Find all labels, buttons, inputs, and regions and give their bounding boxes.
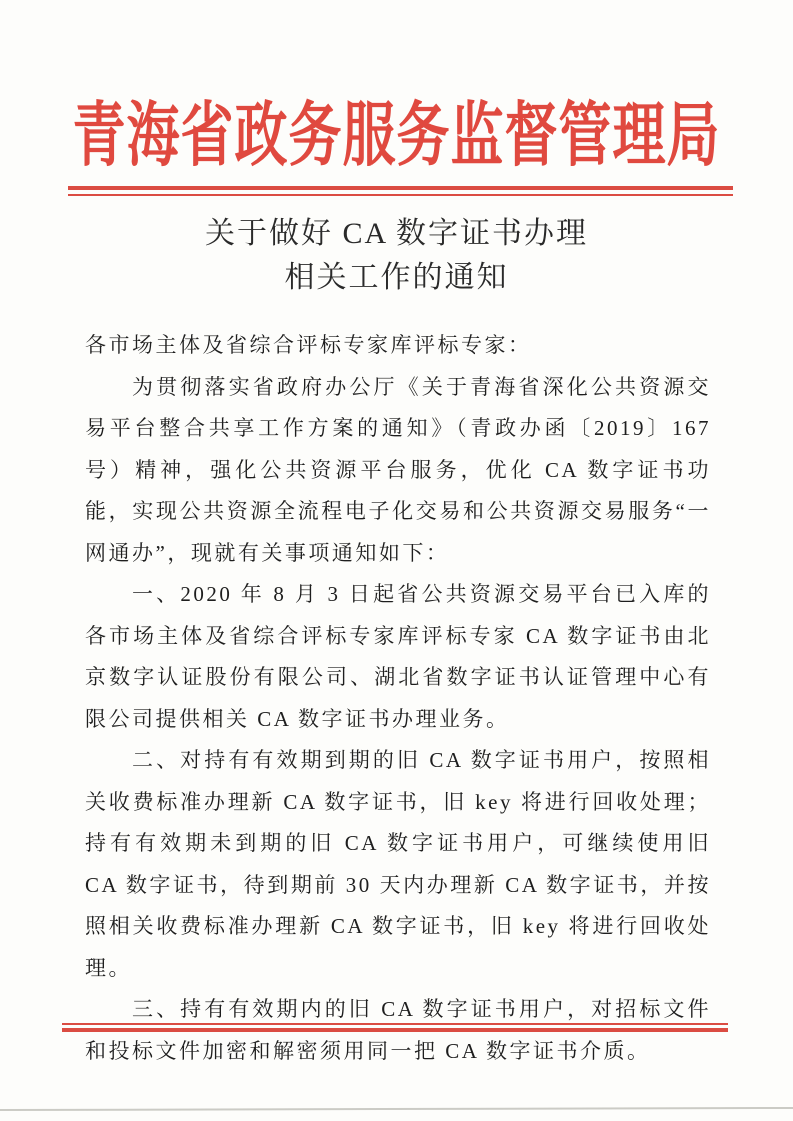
footer-divider (62, 1023, 728, 1032)
document-title-line-1: 关于做好 CA 数字证书办理 (204, 217, 589, 250)
paragraph-item-3: 三、持有有效期内的旧 CA 数字证书用户，对招标文件和投标文件加密和解密须用同一把 CA 数字证书介质。 (85, 997, 711, 1063)
footer-divider-thick-line (62, 1028, 728, 1032)
page-edge-shadow (0, 1107, 793, 1111)
header-divider (68, 186, 733, 196)
footer-divider-thin-line (62, 1023, 728, 1025)
header-divider-thick-line (68, 186, 733, 190)
paragraph-item-2: 二、对持有有效期到期的旧 CA 数字证书用户，按照相关收费标准办理新 CA 数字证书，旧 key 将进行回收处理；持有有效期未到期的旧 CA 数字证书用户，可继续使用旧 CA 数字证书，待到期前 30 天内办理新 CA 数字证书，并按照相关收费标准办理新 CA 数字证书，旧 key 将进行回收处理。 (85, 748, 711, 980)
document-title-line-2: 相关工作的通知 (284, 261, 509, 294)
paragraph-item-1: 一、2020 年 8 月 3 日起省公共资源交易平台已入库的各市场主体及省综合评标专家库评标专家 CA 数字证书由北京数字认证股份有限公司、湖北省数字证书认证管理中心有限公司提供相关 CA 数字证书办理业务。 (85, 582, 711, 731)
document-title (0, 212, 793, 300)
agency-name: 青海省政务服务监督管理局 (72, 98, 721, 175)
header-divider-thin-line (68, 194, 733, 196)
paragraph-intro: 为贯彻落实省政府办公厅《关于青海省深化公共资源交易平台整合共享工作方案的通知》（青政办函〔2019〕167 号）精神，强化公共资源平台服务，优化 CA 数字证书功能，实现公共资源全流程电子化交易和公共资源交易服务“一网通办”，现就有关事项通知如下： (85, 374, 711, 565)
document-body (85, 325, 711, 1072)
salutation: 各市场主体及省综合评标专家库评标专家： (85, 333, 532, 357)
